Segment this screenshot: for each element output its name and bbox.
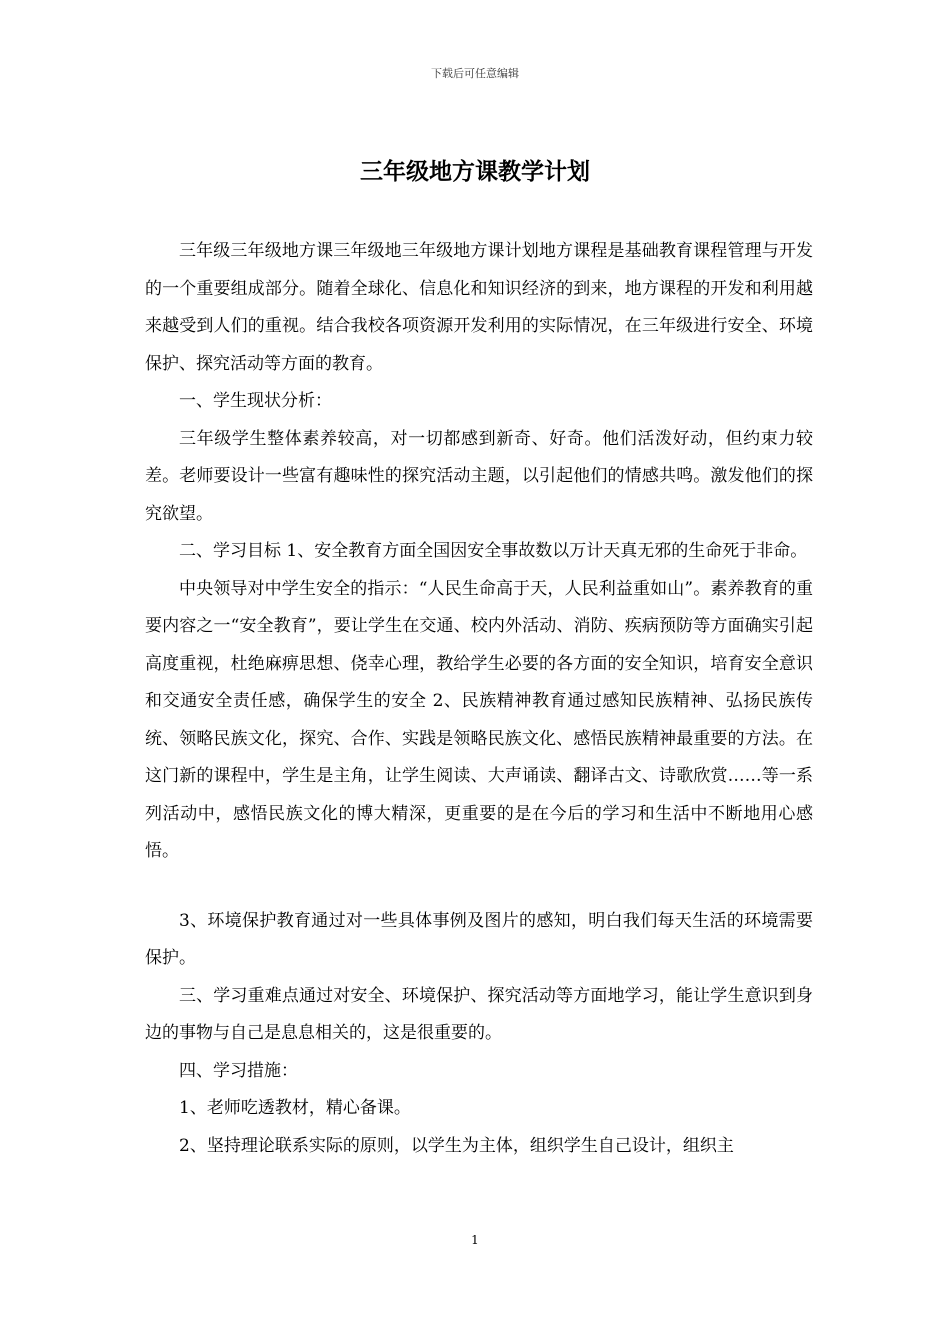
paragraph-student-analysis: 三年级学生整体素养较高，对一切都感到新奇、好奇。他们活泼好动，但约束力较差。老师要设计一些富有趣味性的探究活动主题，以引起他们的情感共鸣。激发他们的探究欲望。 [145, 428, 813, 524]
document-title: 三年级地方课教学计划 [360, 158, 590, 185]
paragraph-environment-education: 3、环境保护教育通过对一些具体事例及图片的感知，明白我们每天生活的环境需要保护。 [145, 910, 813, 968]
heading-measures: 四、学习措施： [179, 1060, 298, 1081]
paragraph-key-points: 三、学习重难点通过对安全、环境保护、探究活动等方面地学习，能让学生意识到身边的事物与自己是息息相关的，这是很重要的。 [145, 985, 813, 1043]
page-header: 下载后可任意编辑 [431, 67, 519, 80]
paragraph-safety-education: 中央领导对中学生安全的指示：“人民生命高于天，人民利益重如山”。素养教育的重要内容之一“安全教育”，要让学生在交通、校内外活动、消防、疾病预防等方面确实引起高度重视，杜绝麻痹思想、侥幸心理，教给学生必要的各方面的安全知识，培育安全意识和交通安全责任感，确保学生的安全 2、民族精神教育通过感知民族精神、弘扬民族传统、领略民族文化，探究、合作、实践是领略民族文化、感悟民族精神最重要的方法。在这门新的课程中，学生是主角，让学生阅读、大声诵读、翻译古文、诗歌欣赏……等一系列活动中，感悟民族文化的博大精深，更重要的是在今后的学习和生活中不断地用心感悟。 [145, 578, 813, 861]
paragraph-learning-goals: 二、学习目标 1、安全教育方面全国因安全事故数以万计天真无邪的生命死于非命。 [179, 541, 808, 561]
heading-student-analysis: 一、学生现状分析： [179, 391, 332, 411]
list-item-measure-2: 2、坚持理论联系实际的原则，以学生为主体，组织学生自己设计，组织主 [179, 1135, 734, 1156]
page-number: 1 [471, 1233, 479, 1247]
list-item-measure-1: 1、老师吃透教材，精心备课。 [179, 1098, 411, 1118]
paragraph-intro: 三年级三年级地方课三年级地三年级地方课计划地方课程是基础教育课程管理与开发的一个重要组成部分。随着全球化、信息化和知识经济的到来，地方课程的开发和利用越来越受到人们的重视。结合我校各项资源开发利用的实际情况，在三年级进行安全、环境保护、探究活动等方面的教育。 [145, 241, 813, 374]
document-body [145, 233, 813, 1165]
